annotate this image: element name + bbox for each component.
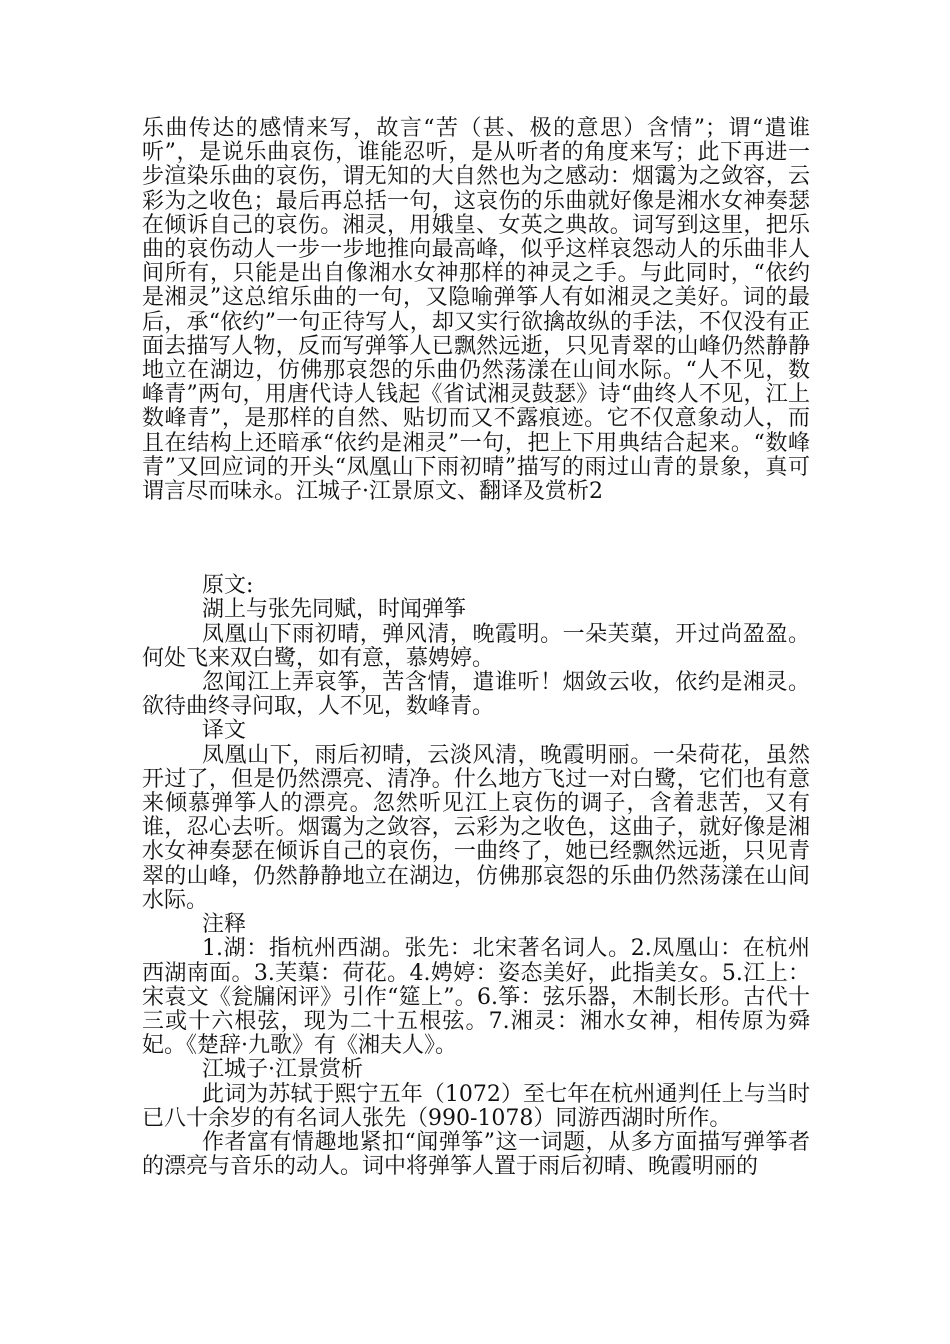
poem-title: 湖上与张先同赋，时闻弹筝 [202, 597, 467, 623]
translation-paragraph: 凤凰山下，雨后初晴，云淡风清，晚霞明丽。一朵荷花，虽然开过了，但是仍然漂亮、清净。什么地方飞过一对白鹭，它们也有意来倾慕弹筝人的漂亮。忽然听见江上哀伤的调子，含着悲苦，又有谁，忍心去听。烟霭为之敛容，云彩为之收色，这曲子，就好像是湘水女神奏瑟在倾诉自己的哀伤，一曲终了，她已经飘然远逝，只见青翠的山峰，仍然静静地立在湖边，仿佛那哀怨的乐曲仍然荡漾在山间水际。 [142, 742, 810, 913]
document-page [142, 117, 810, 1179]
notes-heading: 注释 [202, 912, 247, 938]
appreciation-paragraph-1: 此词为苏轼于熙宁五年（1072）至七年在杭州通判任上与当时已八十余岁的有名词人张先（990-1078）同游西湖时所作。 [142, 1081, 810, 1131]
original-heading: 原文: [202, 573, 254, 599]
poem-stanza-2: 忽闻江上弄哀筝，苦含情，遣谁听！烟敛云收，依约是湘灵。欲待曲终寻问取，人不见，数峰青。 [142, 670, 810, 720]
section-gap [142, 504, 810, 574]
notes-paragraph: 1.湖：指杭州西湖。张先：北宋著名词人。2.凤凰山：在杭州西湖南面。3.芙蕖：荷花。4.娉婷：姿态美好，此指美女。5.江上：宋袁文《瓮牖闲评》引作“筵上”。6.筝：弦乐器，木制长形。古代十三或十六根弦，现为二十五根弦。7.湘灵：湘水女神，相传原为舜妃。《楚辞·九歌》有《湘夫人》。 [142, 936, 810, 1059]
poem-stanza-1: 凤凰山下雨初晴，弹风清，晚霞明。一朵芙蕖，开过尚盈盈。何处飞来双白鹭，如有意，慕娉婷。 [142, 621, 810, 671]
translation-heading: 译文 [202, 718, 247, 744]
appreciation-heading: 江城子·江景赏析 [202, 1057, 363, 1083]
appreciation-paragraph-2: 作者富有情趣地紧扣“闻弹筝”这一词题，从多方面描写弹筝者的漂亮与音乐的动人。词中将弹筝人置于雨后初晴、晚霞明丽的 [142, 1129, 810, 1180]
continuation-paragraph: 乐曲传达的感情来写，故言“苦（甚、极的意思）含情”；谓“遣谁听”，是说乐曲哀伤，谁能忍听，是从听者的角度来写；此下再进一步渲染乐曲的哀伤，谓无知的大自然也为之感动：烟霭为之敛容，云彩为之收色；最后再总括一句，这哀伤的乐曲就好像是湘水女神奏瑟在倾诉自己的哀伤。湘灵，用娥皇、女英之典故。词写到这里，把乐曲的哀伤动人一步一步地推向最高峰，似乎这样哀怨动人的乐曲非人间所有，只能是出自像湘水女神那样的神灵之手。与此同时，“依约是湘灵”这总绾乐曲的一句，又隐喻弹筝人有如湘灵之美好。词的最后，承“依约”一句正待写人，却又实行欲擒故纵的手法，不仅没有正面去描写人物，反而写弹筝人已飘然远逝，只见青翠的山峰仍然静静地立在湖边，仿佛那哀怨的乐曲仍然荡漾在山间水际。“人不见，数峰青”两句，用唐代诗人钱起《省试湘灵鼓瑟》诗“曲终人不见，江上数峰青”，是那样的自然、贴切而又不露痕迹。它不仅意象动人，而且在结构上还暗承“依约是湘灵”一句，把上下用典结合起来。“数峰青”又回应词的开头“凤凰山下雨初晴”描写的雨过山青的景象，真可谓言尽而味永。江城子·江景原文、翻译及赏析2 [142, 116, 810, 505]
